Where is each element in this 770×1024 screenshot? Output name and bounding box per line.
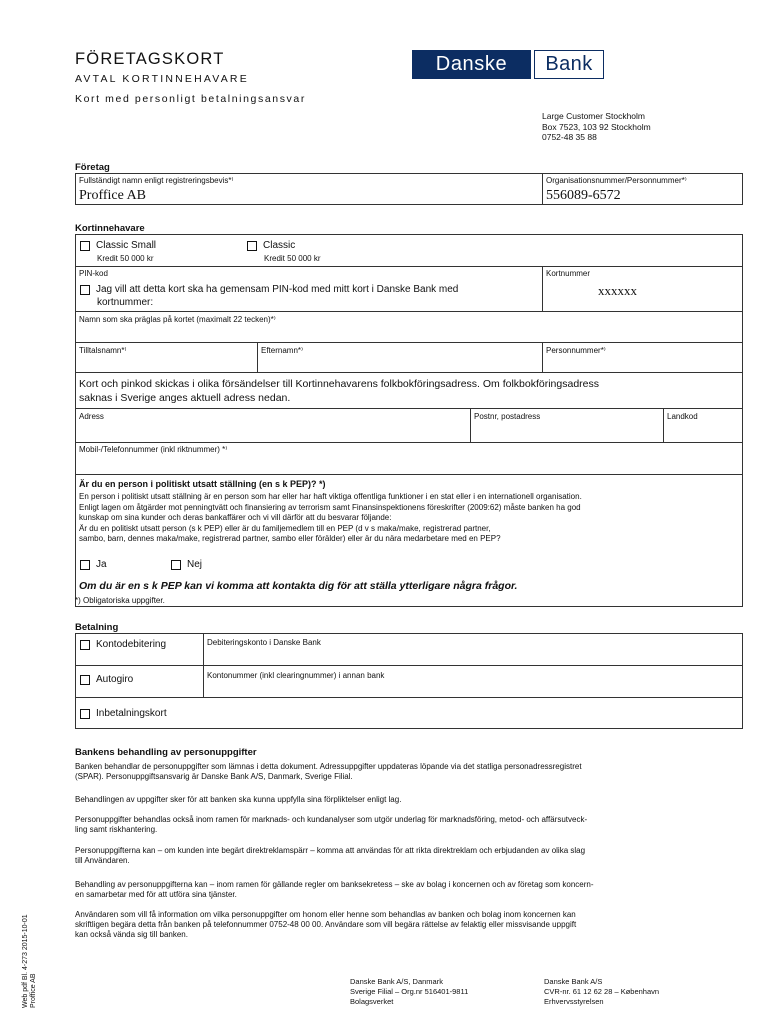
pep-yes-label: Ja [96, 559, 107, 570]
divider [76, 474, 742, 475]
divider [257, 342, 258, 372]
payment-heading: Betalning [75, 622, 119, 633]
account-debit-option[interactable] [80, 639, 166, 650]
classic-small-option[interactable] [80, 240, 156, 251]
divider [76, 266, 742, 267]
shared-pin-text-2: kortnummer: [97, 297, 154, 308]
orgnr-field[interactable]: 556089-6572 [546, 188, 621, 203]
privacy-line: Banken behandlar de personuppgifter som lämnas i detta dokument. Adressuppgifter uppdateras löpande via det statliga personadressregistret [75, 762, 582, 771]
footer-line: Danske Bank A/S, Danmark [350, 977, 443, 986]
privacy-line: till Användaren. [75, 856, 130, 865]
side-form-id [22, 914, 38, 1008]
mandatory-note: *) Obligatoriska uppgifter. [75, 596, 165, 605]
autogiro-label: Autogiro [96, 674, 134, 685]
pep-info [79, 492, 739, 545]
divider [470, 408, 471, 442]
divider [542, 174, 543, 204]
debit-account-field[interactable]: Debiteringskonto i Danske Bank [207, 638, 321, 647]
pep-yes-checkbox[interactable] [80, 560, 90, 570]
payment-box [75, 633, 743, 729]
account-debit-checkbox[interactable] [80, 640, 90, 650]
footer-line: Erhvervsstyrelsen [544, 997, 604, 1006]
address-line: 0752-48 35 88 [542, 132, 597, 142]
divider [76, 442, 742, 443]
divider [76, 408, 742, 409]
pep-yes-option[interactable] [80, 559, 107, 570]
divider [76, 665, 742, 666]
divider [76, 697, 742, 698]
divider [76, 372, 742, 373]
side-text: Web pdf Bl. 4-273 2015-10-01 [22, 914, 29, 1008]
address-line: Large Customer Stockholm [542, 111, 645, 121]
personal-number-field[interactable]: Personnummer*⁾ [546, 346, 606, 355]
privacy-heading: Bankens behandling av personuppgifter [75, 747, 257, 758]
first-name-field[interactable]: Tilltalsnamn*⁾ [79, 346, 127, 355]
cardnr-label: Kortnummer [546, 269, 591, 278]
privacy-line: kan också vända sig till banken. [75, 930, 188, 939]
company-box [75, 173, 743, 205]
divider [542, 266, 543, 311]
footer-line: Bolagsverket [350, 997, 394, 1006]
side-text: Proffice AB [30, 973, 37, 1008]
footer-line: Danske Bank A/S [544, 977, 603, 986]
logo-left: Danske [412, 50, 531, 79]
classic-checkbox[interactable] [247, 241, 257, 251]
payment-slip-checkbox[interactable] [80, 709, 90, 719]
orgnr-label: Organisationsnummer/Personnummer*⁾ [546, 176, 687, 185]
postal-field[interactable]: Postnr, postadress [474, 412, 541, 421]
classic-small-checkbox[interactable] [80, 241, 90, 251]
classic-small-credit: Kredit 50 000 kr [97, 254, 154, 263]
privacy-line: Personuppgifter behandlas också inom ramen för marknads- och kundanalyser som utgör underlag för marknadsföring, metod- och affärsutveck- [75, 815, 588, 824]
shared-pin-option[interactable] [80, 284, 458, 295]
classic-credit: Kredit 50 000 kr [264, 254, 321, 263]
pep-no-checkbox[interactable] [171, 560, 181, 570]
privacy-line: ling samt riskhantering. [75, 825, 158, 834]
privacy-paragraph [75, 795, 740, 805]
company-name-field[interactable]: Proffice AB [79, 188, 147, 203]
classic-label: Classic [263, 240, 296, 251]
logo-right: Bank [534, 50, 604, 79]
divider [76, 342, 742, 343]
footer-line: Sverige Filial – Org.nr 516401-9811 [350, 987, 469, 996]
shared-pin-checkbox[interactable] [80, 285, 90, 295]
country-code-field[interactable]: Landkod [667, 412, 698, 421]
privacy-line: skriftligen begära detta från banken på telefonnummer 0752-48 00 00. Användare som vill begära rättelse av felaktig eller missvisande uppgift [75, 920, 577, 929]
company-name-label: Fullständigt namn enligt registreringsbevis*⁾ [79, 176, 234, 185]
privacy-line: Behandling av personuppgifterna kan – inom ramen för gällande regler om banksekretess – ske av bolag i koncernen och av företag som koncern- [75, 880, 594, 889]
pep-info-line: sambo, barn, dennes maka/make, registrerad partner, sambo eller förälder) eller är du nära medarbetare med en PEP? [79, 534, 501, 543]
privacy-paragraph [75, 762, 740, 782]
phone-field[interactable]: Mobil-/Telefonnummer (inkl riktnummer) *⁾ [79, 445, 228, 454]
form-title: FÖRETAGSKORT [75, 50, 225, 68]
account-debit-label: Kontodebitering [96, 639, 167, 650]
form-subtitle: AVTAL KORTINNEHAVARE [75, 73, 249, 85]
pep-info-line: En person i politiskt utsatt ställning är en person som har eller har haft viktiga offentliga funktioner i en stat eller i en internationell organisation. [79, 492, 582, 501]
privacy-line: en samarbetar med för att utföra sina tjänster. [75, 890, 237, 899]
cardholder-heading: Kortinnehavare [75, 223, 145, 234]
delivery-text: Kort och pinkod skickas i olika försändelser till Kortinnehavarens folkbokföringsadress. Om folkbokföringsadress [79, 378, 599, 390]
divider [76, 311, 742, 312]
emboss-name-field[interactable]: Namn som ska präglas på kortet (maximalt 22 tecken)*⁾ [79, 315, 276, 324]
pin-label: PIN-kod [79, 269, 108, 278]
shared-pin-text: Jag vill att detta kort ska ha gemensam PIN-kod med mitt kort i Danske Bank med [96, 284, 459, 295]
autogiro-option[interactable] [80, 674, 133, 685]
pep-info-line: kunskap om sina kunder och deras bankaffärer och vi vill därför att du besvarar följande: [79, 513, 392, 522]
other-bank-account-field[interactable]: Kontonummer (inkl clearingnummer) i annan bank [207, 671, 385, 680]
privacy-line: Personuppgifterna kan – om kunden inte begärt direktreklamspärr – komma att användas för att rikta direktreklam och erbjudanden av olika slag [75, 846, 586, 855]
privacy-line: (SPAR). Personuppgiftsansvarig är Danske Bank A/S, Danmark, Sverige Filial. [75, 772, 353, 781]
payment-slip-label: Inbetalningskort [96, 708, 167, 719]
divider [663, 408, 664, 442]
danske-bank-logo [412, 50, 604, 79]
pep-question: Är du en person i politiskt utsatt ställning (en s k PEP)? *) [79, 479, 326, 489]
privacy-paragraph [75, 880, 740, 900]
divider [542, 342, 543, 372]
pep-no-label: Nej [187, 559, 203, 570]
bank-address [542, 111, 651, 143]
privacy-paragraph [75, 846, 740, 866]
address-field[interactable]: Adress [79, 412, 104, 421]
form-subtitle-2: Kort med personligt betalningsansvar [75, 93, 306, 105]
pep-info-line: Enligt lagen om åtgärder mot penningtvätt och finansiering av terrorism samt Finansinspektionens föreskrifter (2009:62) måste banken ha god [79, 502, 581, 512]
privacy-paragraph [75, 910, 740, 940]
company-heading: Företag [75, 162, 110, 173]
privacy-line: Användaren som vill få information om vilka personuppgifter om honom eller henne som behandlas av banken och bolag inom koncernen kan [75, 910, 576, 919]
footer-line: CVR-nr. 61 12 62 28 – København [544, 987, 660, 996]
delivery-text-2: saknas i Sverige anges aktuell adress nedan. [79, 392, 291, 404]
pep-footer: Om du är en s k PEP kan vi komma att kontakta dig för att ställa ytterligare några frågor. [79, 580, 518, 592]
classic-small-label: Classic Small [96, 240, 157, 251]
pep-info-line: Är du en politiskt utsatt person (s k PEP) eller är du familjemedlem till en PEP (d v s maka/make, registrerad partner, [79, 523, 491, 533]
footer-col-1 [350, 977, 468, 1007]
cardholder-box [75, 234, 743, 607]
classic-option[interactable] [247, 240, 295, 251]
surname-field[interactable]: Efternamn*⁾ [261, 346, 303, 355]
address-line: Box 7523, 103 92 Stockholm [542, 121, 651, 132]
cardnr-field[interactable]: xxxxxx [598, 283, 637, 298]
payment-slip-option[interactable] [80, 708, 167, 719]
privacy-line: Behandlingen av uppgifter sker för att banken ska kunna uppfylla sina förpliktelser enligt lag. [75, 795, 402, 804]
footer-col-2 [544, 977, 659, 1007]
pep-no-option[interactable] [171, 559, 202, 570]
autogiro-checkbox[interactable] [80, 675, 90, 685]
privacy-paragraph [75, 815, 740, 835]
